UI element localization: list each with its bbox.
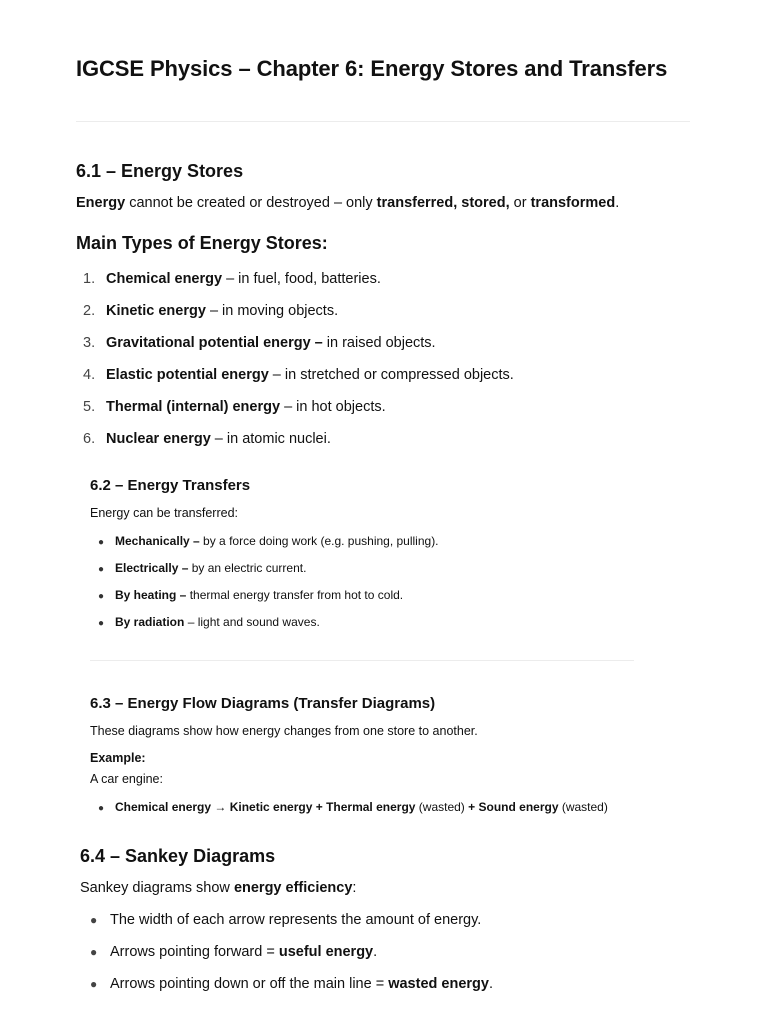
energy-stores-list	[83, 267, 514, 459]
text-span: cannot be created or destroyed – only	[125, 195, 377, 211]
bullet-icon: ●	[98, 803, 105, 814]
text-span: :	[352, 880, 357, 896]
bullet-icon: ●	[90, 945, 98, 959]
list-term: Mechanically –	[115, 534, 200, 548]
flow-term: + Sound energy	[468, 800, 559, 814]
list-desc: by an electric current.	[188, 561, 307, 575]
section-heading: 6.1 – Energy Stores	[76, 161, 244, 181]
list-desc: – light and sound waves.	[184, 615, 320, 629]
list-desc: in raised objects.	[322, 335, 436, 351]
list-desc: by a force doing work (e.g. pushing, pulling).	[199, 534, 439, 548]
flow-note: (wasted)	[558, 800, 608, 814]
bullet-icon: ●	[90, 913, 98, 927]
list-item	[83, 427, 514, 459]
list-item	[83, 331, 514, 363]
bold-term: transferred, stored,	[376, 195, 510, 211]
list-item	[98, 559, 439, 586]
list-term: useful energy	[278, 944, 374, 960]
bullet-icon: ●	[98, 591, 105, 602]
list-term: Gravitational potential energy –	[106, 335, 323, 351]
list-item	[98, 798, 608, 825]
list-text: Arrows pointing forward =	[110, 944, 279, 960]
list-text: Arrows pointing down or off the main line =	[110, 976, 389, 992]
list-item	[90, 940, 493, 972]
bullet-icon: ●	[98, 564, 105, 575]
section-heading: 6.4 – Sankey Diagrams	[80, 846, 276, 866]
example-text: A car engine:	[90, 772, 163, 786]
text-span: or	[509, 195, 531, 211]
page-title: IGCSE Physics – Chapter 6: Energy Stores and Transfers	[76, 56, 668, 81]
bullet-icon: ●	[98, 537, 105, 548]
list-item	[90, 908, 493, 940]
flow-note: (wasted)	[415, 800, 469, 814]
list-number: 4.	[83, 367, 96, 383]
intro-paragraph: Energy can be transferred:	[90, 506, 238, 520]
bold-term: energy efficiency	[233, 880, 353, 896]
list-desc: – in hot objects.	[280, 399, 386, 415]
text-span: .	[615, 195, 620, 211]
divider	[76, 121, 690, 122]
section-energy-stores	[76, 159, 716, 447]
list-desc: – in atomic nuclei.	[210, 431, 331, 447]
list-desc: – in stretched or compressed objects.	[268, 367, 514, 383]
list-desc: – in moving objects.	[205, 303, 339, 319]
list-item	[83, 395, 514, 427]
list-item	[98, 586, 439, 613]
sankey-list	[90, 908, 493, 1004]
subheading: Main Types of Energy Stores:	[76, 233, 328, 253]
list-term: Thermal (internal) energy	[106, 399, 281, 415]
list-desc: – in fuel, food, batteries.	[222, 271, 381, 287]
list-term: Elastic potential energy	[106, 367, 269, 383]
list-term: By radiation	[115, 615, 185, 629]
bullet-icon: ●	[98, 618, 105, 629]
list-term: Chemical energy	[106, 271, 223, 287]
list-term: Nuclear energy	[106, 431, 211, 447]
intro-paragraph: These diagrams show how energy changes from one store to another.	[90, 724, 478, 738]
list-text: .	[488, 976, 493, 992]
list-number: 3.	[83, 335, 96, 351]
list-item	[83, 299, 514, 331]
divider	[90, 660, 634, 661]
bold-term: Energy	[76, 195, 126, 211]
list-number: 5.	[83, 399, 96, 415]
transfer-list	[98, 532, 439, 640]
list-item	[90, 972, 493, 1004]
list-item	[98, 532, 439, 559]
section-sankey-diagrams	[80, 844, 720, 992]
intro-paragraph	[80, 880, 356, 896]
intro-paragraph	[76, 195, 619, 211]
section-energy-transfers	[90, 476, 690, 629]
list-term: wasted energy	[388, 976, 489, 992]
list-term: Kinetic energy	[106, 303, 206, 319]
list-number: 2.	[83, 303, 96, 319]
section-heading: 6.3 – Energy Flow Diagrams (Transfer Diagrams)	[90, 695, 436, 712]
list-text: The width of each arrow represents the amount of energy.	[110, 912, 482, 928]
bullet-icon: ●	[90, 977, 98, 991]
flow-term: Chemical energy → Kinetic energy + Thermal energy	[115, 800, 416, 814]
list-term: By heating –	[115, 588, 187, 602]
list-term: Electrically –	[115, 561, 189, 575]
text-span: Sankey diagrams show	[80, 880, 234, 896]
example-label: Example:	[90, 751, 146, 765]
section-energy-flow-diagrams	[90, 694, 690, 814]
list-item	[83, 267, 514, 299]
flow-list	[98, 798, 608, 825]
section-heading: 6.2 – Energy Transfers	[90, 477, 251, 494]
list-item	[83, 363, 514, 395]
list-item	[98, 613, 439, 640]
list-number: 6.	[83, 431, 96, 447]
list-number: 1.	[83, 271, 96, 287]
list-text: .	[373, 944, 378, 960]
bold-term: transformed	[530, 195, 616, 211]
list-desc: thermal energy transfer from hot to cold.	[186, 588, 404, 602]
